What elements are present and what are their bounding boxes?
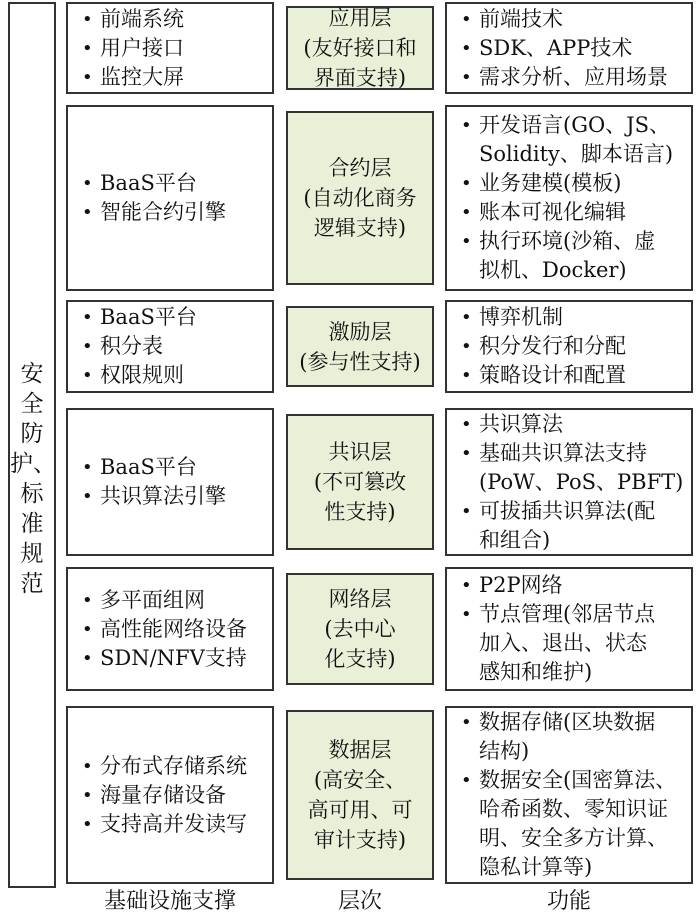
function-item-line: • 执行环境(沙箱、虚 [479, 229, 656, 253]
function-item [459, 34, 685, 63]
function-item-line: • 前端技术 [479, 6, 563, 31]
layer-column-label: 层次 [337, 889, 382, 914]
layer-description: (参与性支持) [299, 349, 421, 374]
function-item-line: • P2P网络 [479, 573, 563, 597]
infrastructure-list [80, 586, 266, 673]
infrastructure-item: • 共识算法引擎 [80, 482, 266, 511]
function-item-line: • 账本可视化编辑 [479, 200, 626, 224]
function-item-line: • SDK、APP技术 [479, 35, 633, 60]
layer-description: (高安全、 [313, 768, 407, 792]
infrastructure-item: • 多平面组网 [80, 586, 266, 615]
function-list [459, 708, 685, 882]
infrastructure-box [66, 2, 274, 94]
infrastructure-box [66, 567, 274, 691]
function-item [459, 708, 685, 766]
function-list [459, 111, 685, 285]
layer-description: 高可用、可 [307, 798, 413, 822]
sidebar-label [10, 359, 54, 599]
function-item [459, 198, 685, 227]
function-item-line: 拟机、Docker) [479, 258, 627, 282]
function-box [445, 567, 693, 691]
security-standards-sidebar [8, 2, 56, 888]
function-item-line: (PoW、PoS、PBFT) [479, 469, 684, 494]
function-item-line: • 共识算法 [479, 411, 563, 436]
function-list [459, 303, 685, 390]
infrastructure-item: • 用户接口 [80, 34, 266, 63]
layer-title: 网络层 [328, 587, 392, 611]
infrastructure-list [80, 169, 266, 227]
infrastructure-item: • 积分表 [80, 332, 266, 361]
function-item [459, 497, 685, 555]
sidebar-label-line: 标准规范 [20, 481, 44, 597]
function-item [459, 439, 685, 497]
layer-description: 逻辑支持) [313, 216, 407, 240]
infrastructure-column-label: 基础设施支撑 [103, 889, 236, 914]
layer-description: (不可篡改 [313, 470, 407, 494]
function-box [445, 408, 693, 556]
function-item-line: 明、安全多方计算、 [479, 826, 668, 850]
infrastructure-list [80, 5, 266, 92]
function-item [459, 63, 685, 92]
infrastructure-item: • 前端系统 [80, 5, 266, 34]
function-box [445, 105, 693, 291]
function-item-line: • 开发语言(GO、JS、 [479, 113, 670, 137]
function-item [459, 169, 685, 198]
infrastructure-item: • 高性能网络设备 [80, 615, 266, 644]
function-item-line: 和组合) [479, 527, 551, 552]
function-item-line: 隐私计算等) [479, 855, 593, 879]
sidebar-label-line: 安全防护、 [10, 361, 56, 477]
infrastructure-list [80, 303, 266, 390]
function-item-line: • 节点管理(邻居节点 [479, 602, 656, 626]
layer-box [286, 414, 434, 550]
function-box [445, 2, 693, 94]
function-item [459, 410, 685, 439]
function-item [459, 5, 685, 34]
function-box [445, 706, 693, 884]
layer-description: (友好接口和 [303, 36, 417, 60]
function-item-line: • 策略设计和配置 [479, 363, 626, 387]
function-box [445, 300, 693, 393]
function-list [459, 5, 685, 92]
function-item [459, 361, 685, 390]
infrastructure-list [80, 453, 266, 511]
function-item-line: • 数据安全(国密算法、 [479, 768, 677, 792]
function-item [459, 303, 685, 332]
infrastructure-item: • BaaS平台 [80, 303, 266, 332]
layer-box [286, 573, 434, 685]
infrastructure-item: • BaaS平台 [80, 169, 266, 198]
function-item [459, 111, 685, 169]
infrastructure-item: • 权限规则 [80, 361, 266, 390]
infrastructure-item: • 监控大屏 [80, 63, 266, 92]
layer-description: 性支持) [324, 500, 396, 524]
function-item-line: • 积分发行和分配 [479, 334, 626, 358]
infrastructure-list [80, 752, 266, 839]
function-item-line: • 可拔插共识算法(配 [479, 498, 656, 523]
function-item-line: • 博弈机制 [479, 305, 563, 329]
layer-box [286, 111, 434, 285]
function-item-line: Solidity、脚本语言) [479, 142, 674, 166]
function-item-line: 哈希函数、零知识证 [479, 797, 668, 821]
function-item [459, 766, 685, 882]
infrastructure-item: • 海量存储设备 [80, 781, 266, 810]
layer-title: 共识层 [328, 440, 392, 464]
function-item-line: • 业务建模(模板) [479, 171, 622, 195]
function-column-label: 功能 [546, 889, 591, 914]
layer-title: 应用层 [328, 6, 392, 30]
layer-title: 激励层 [328, 319, 392, 344]
function-item [459, 332, 685, 361]
function-item-line: 感知和维护) [479, 660, 593, 684]
function-item-line: • 数据存储(区块数据 [479, 710, 656, 734]
layer-box [286, 306, 434, 387]
function-item [459, 227, 685, 285]
function-item [459, 571, 685, 600]
layer-description: 化支持) [324, 647, 396, 671]
layer-title: 合约层 [328, 156, 392, 180]
infrastructure-box [66, 408, 274, 556]
layer-description: (自动化商务 [303, 186, 417, 210]
infrastructure-item: • 支持高并发读写 [80, 810, 266, 839]
layer-box [286, 710, 434, 880]
function-item-line: • 需求分析、应用场景 [479, 64, 668, 89]
infrastructure-box [66, 706, 274, 884]
function-item-line: 加入、退出、状态 [479, 631, 647, 655]
function-item-line: • 基础共识算法支持 [479, 440, 647, 465]
layer-title: 数据层 [328, 738, 392, 762]
layer-description: (去中心 [324, 617, 396, 641]
function-item-line: 结构) [479, 739, 530, 763]
function-item [459, 600, 685, 687]
layer-description: 界面支持) [313, 66, 407, 90]
infrastructure-box [66, 105, 274, 291]
layer-box [286, 6, 434, 90]
function-list [459, 410, 685, 555]
infrastructure-box [66, 300, 274, 393]
layer-description: 审计支持) [313, 828, 407, 852]
infrastructure-item: • BaaS平台 [80, 453, 266, 482]
function-list [459, 571, 685, 687]
infrastructure-item: • 智能合约引擎 [80, 198, 266, 227]
infrastructure-item: • 分布式存储系统 [80, 752, 266, 781]
infrastructure-item: • SDN/NFV支持 [80, 644, 266, 673]
